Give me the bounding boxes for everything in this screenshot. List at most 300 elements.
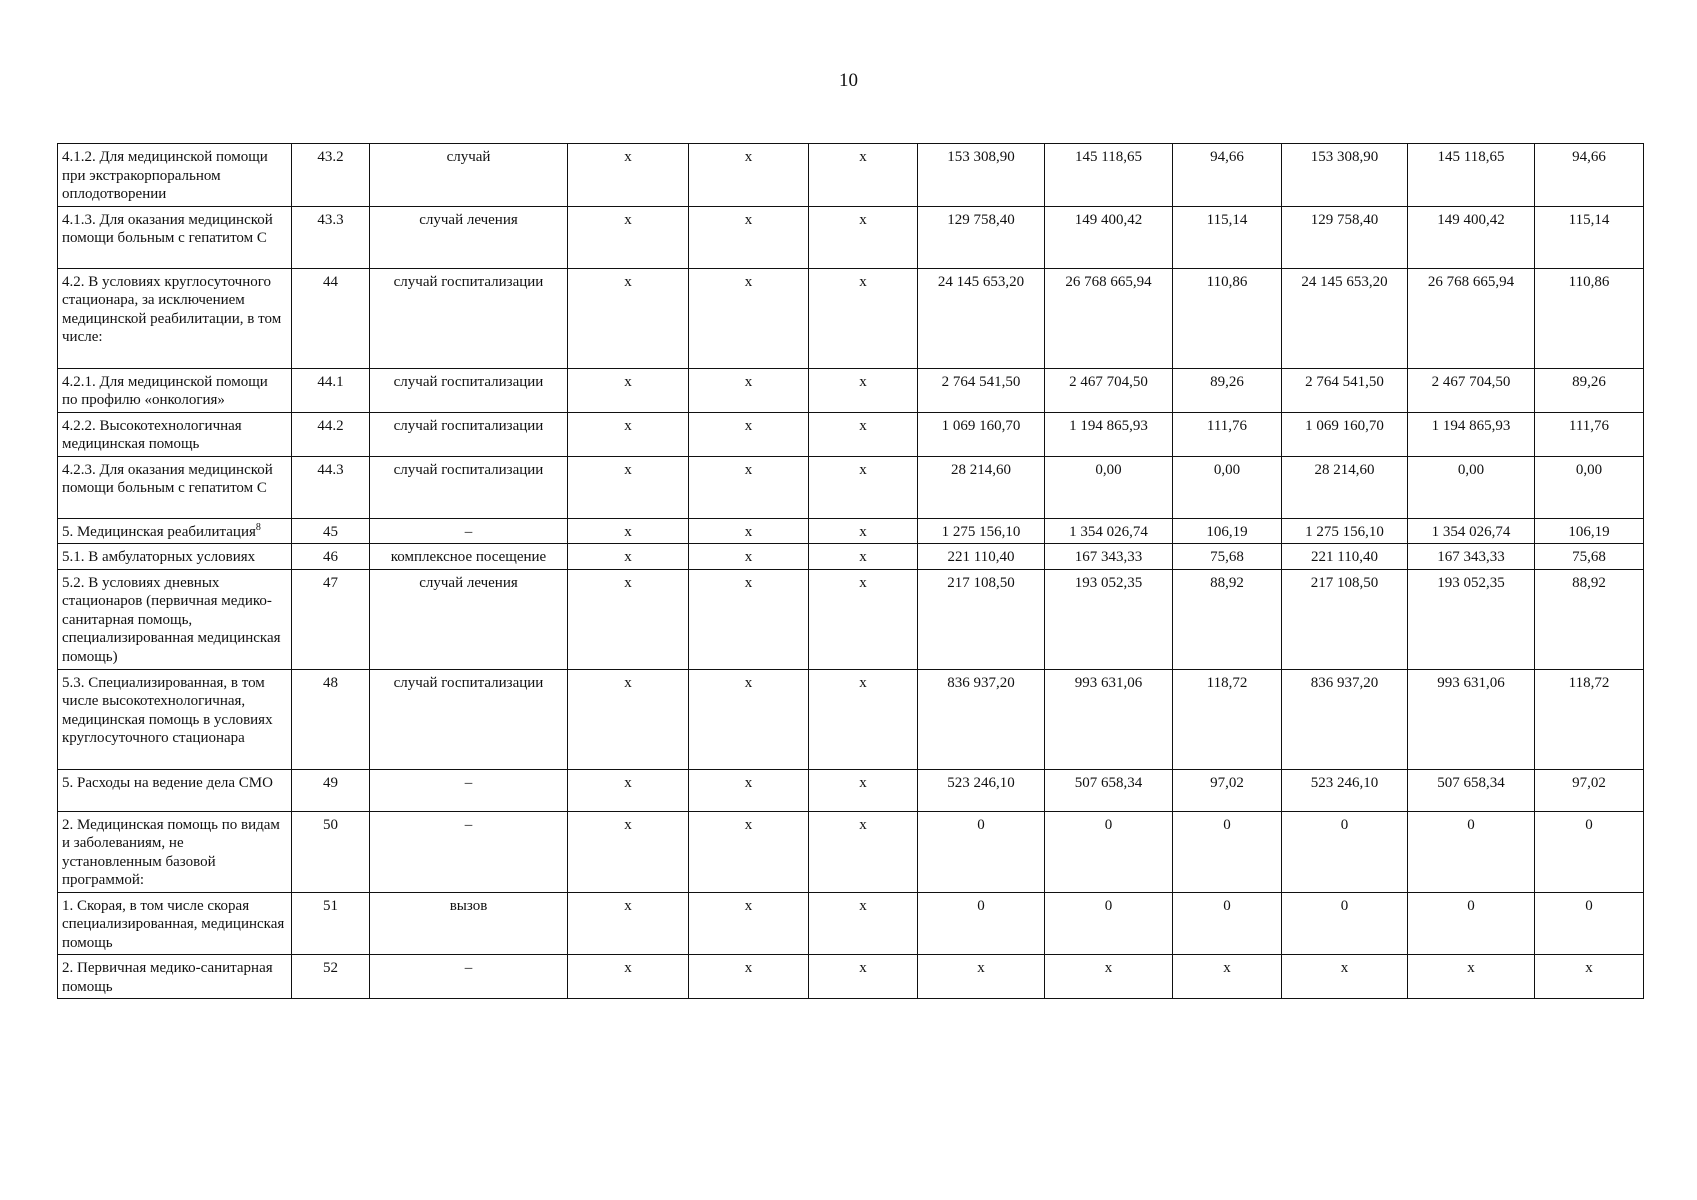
row-name-text: 5.2. В условиях дневных стационаров (первичная медико-санитарная помощь, специализированная медицинская помощь) [62, 574, 281, 665]
cell-value: 0 [1340, 816, 1349, 833]
row-col10-cell [1282, 456, 1408, 518]
row-code-cell [292, 569, 370, 669]
row-col5-cell [689, 569, 809, 669]
cell-value: 28 214,60 [951, 461, 1011, 478]
row-name-cell [58, 456, 292, 518]
cell-value: 0 [977, 816, 985, 833]
cell-value: 111,76 [1206, 417, 1248, 434]
footnote-marker: 8 [255, 521, 261, 533]
cell-value: 45 [323, 523, 338, 540]
row-col11-cell [1408, 811, 1535, 892]
row-col6-cell [809, 569, 918, 669]
cell-value: 44 [323, 273, 338, 290]
cell-value: 2 764 541,50 [941, 373, 1021, 390]
row-name-cell [58, 268, 292, 368]
cell-value: 2 467 704,50 [1069, 373, 1148, 390]
cell-value: х [859, 897, 867, 914]
row-name-cell [58, 412, 292, 456]
row-col10-cell [1282, 144, 1408, 207]
row-col4-cell [568, 769, 689, 811]
cell-value: 507 658,34 [1437, 774, 1505, 791]
cell-value: 149 400,42 [1437, 211, 1505, 228]
cell-value: 193 052,35 [1437, 574, 1505, 591]
row-col7-cell [918, 144, 1045, 207]
cell-value: 110,86 [1568, 273, 1610, 290]
row-col10-cell [1282, 206, 1408, 268]
row-col11-cell [1408, 769, 1535, 811]
row-col9-cell [1173, 569, 1282, 669]
cell-value: х [859, 774, 867, 791]
row-col11-cell [1408, 368, 1535, 412]
cell-value: 836 937,20 [947, 674, 1015, 691]
row-col7-cell [918, 518, 1045, 544]
row-col12-cell [1535, 144, 1644, 207]
cell-value: х [859, 373, 867, 390]
row-col6-cell [809, 544, 918, 570]
cell-value: х [744, 774, 753, 791]
row-col12-cell [1535, 268, 1644, 368]
cell-value: 153 308,90 [1310, 149, 1379, 165]
row-name-cell [58, 811, 292, 892]
row-col11-cell [1408, 518, 1535, 544]
row-unit-cell [370, 456, 568, 518]
cell-value: 129 758,40 [1310, 211, 1379, 228]
row-col6-cell [809, 892, 918, 955]
cell-value: 145 118,65 [1075, 149, 1142, 165]
row-unit-cell [370, 892, 568, 955]
cell-value: х [624, 774, 632, 791]
cell-value: х [624, 674, 632, 691]
row-code-cell [292, 544, 370, 570]
row-col5-cell [689, 456, 809, 518]
row-col8-cell [1045, 811, 1173, 892]
row-name-cell [58, 569, 292, 669]
cell-value: 149 400,42 [1074, 211, 1143, 228]
cell-value: 43.2 [317, 149, 344, 165]
row-unit-cell [370, 268, 568, 368]
row-col12-cell [1535, 811, 1644, 892]
row-col7-cell [918, 955, 1045, 999]
row-col10-cell [1282, 544, 1408, 570]
cell-value: 0 [1223, 816, 1231, 833]
row-col10-cell [1282, 955, 1408, 999]
cell-value: 106,19 [1206, 523, 1248, 540]
cell-value: х [624, 461, 632, 478]
row-code-cell [292, 368, 370, 412]
cell-value: 193 052,35 [1074, 574, 1143, 591]
table-row [58, 769, 1644, 811]
cell-value: х [744, 211, 753, 228]
row-col5-cell [689, 368, 809, 412]
row-unit-cell [370, 518, 568, 544]
cell-value: комплексное посещение [390, 549, 547, 565]
row-col10-cell [1282, 569, 1408, 669]
row-col10-cell [1282, 769, 1408, 811]
row-col5-cell [689, 206, 809, 268]
row-col10-cell [1282, 518, 1408, 544]
cell-value: х [624, 373, 632, 390]
cell-value: 1 069 160,70 [1305, 417, 1384, 434]
cell-value: 1 194 865,93 [1431, 417, 1511, 434]
cell-value: 523 246,10 [1310, 774, 1379, 791]
row-col9-cell [1173, 955, 1282, 999]
cell-value: 115,14 [1206, 211, 1248, 228]
row-col7-cell [918, 456, 1045, 518]
cell-value: 48 [323, 674, 338, 691]
row-col6-cell [809, 268, 918, 368]
row-name-text: 4.2.3. Для оказания медицинской помощи больным с гепатитом С [62, 461, 273, 496]
cell-value: 1 275 156,10 [941, 523, 1021, 540]
row-col5-cell [689, 412, 809, 456]
cell-value: 2 467 704,50 [1431, 373, 1511, 390]
row-col9-cell [1173, 811, 1282, 892]
row-col7-cell [918, 811, 1045, 892]
row-col7-cell [918, 368, 1045, 412]
row-col5-cell [689, 518, 809, 544]
cell-value: х [1340, 960, 1349, 976]
row-col9-cell [1173, 268, 1282, 368]
row-col5-cell [689, 892, 809, 955]
table-row [58, 955, 1644, 999]
cell-value: х [859, 674, 867, 691]
row-col10-cell [1282, 811, 1408, 892]
cell-value: х [977, 960, 985, 976]
cell-value: 97,02 [1572, 774, 1606, 791]
cell-value: 221 110,40 [1311, 549, 1378, 565]
cell-value: 0,00 [1457, 461, 1485, 478]
row-col8-cell [1045, 569, 1173, 669]
row-col7-cell [918, 669, 1045, 769]
row-col8-cell [1045, 144, 1173, 207]
row-name-text: 5. Медицинская реабилитация [62, 523, 256, 540]
row-col6-cell [809, 811, 918, 892]
row-col12-cell [1535, 412, 1644, 456]
row-name-text: 2. Медицинская помощь по видам и заболеваниям, не установленным базовой программой: [62, 816, 280, 888]
row-col4-cell [568, 811, 689, 892]
row-name-cell [58, 892, 292, 955]
row-col12-cell [1535, 892, 1644, 955]
cell-value: случай [446, 149, 491, 165]
cell-value: х [859, 211, 867, 228]
row-name-cell [58, 955, 292, 999]
cell-value: х [624, 816, 632, 833]
row-col11-cell [1408, 144, 1535, 207]
cell-value: х [744, 897, 753, 914]
cell-value: х [624, 549, 632, 565]
row-name-cell [58, 669, 292, 769]
row-col12-cell [1535, 456, 1644, 518]
row-col10-cell [1282, 892, 1408, 955]
cell-value: 217 108,50 [947, 574, 1015, 591]
cell-value: х [744, 816, 753, 833]
cell-value: 507 658,34 [1074, 774, 1143, 791]
row-unit-cell [370, 811, 568, 892]
cell-value: 1 194 865,93 [1069, 417, 1148, 434]
cell-value: 47 [323, 574, 338, 591]
cell-value: х [744, 273, 753, 290]
row-col4-cell [568, 892, 689, 955]
row-col11-cell [1408, 206, 1535, 268]
row-col4-cell [568, 144, 689, 207]
row-unit-cell [370, 368, 568, 412]
cell-value: х [1467, 960, 1475, 976]
table-row [58, 206, 1644, 268]
row-col11-cell [1408, 569, 1535, 669]
row-col5-cell [689, 811, 809, 892]
row-col8-cell [1045, 206, 1173, 268]
table-row [58, 368, 1644, 412]
row-col12-cell [1535, 955, 1644, 999]
row-col8-cell [1045, 544, 1173, 570]
cell-value: 89,26 [1572, 373, 1606, 390]
cell-value: х [1585, 960, 1593, 976]
cell-value: – [464, 816, 473, 833]
row-name-text: 4.2. В условиях круглосуточного стационара, за исключением медицинской реабилитации, в том числе: [62, 273, 282, 345]
cell-value: 0 [1585, 897, 1593, 914]
row-name-cell [58, 206, 292, 268]
row-code-cell [292, 892, 370, 955]
cell-value: 24 145 653,20 [1301, 273, 1388, 290]
cell-value: 0 [1467, 897, 1475, 914]
row-col7-cell [918, 206, 1045, 268]
row-unit-cell [370, 669, 568, 769]
row-col11-cell [1408, 412, 1535, 456]
row-col5-cell [689, 769, 809, 811]
row-col4-cell [568, 206, 689, 268]
row-unit-cell [370, 955, 568, 999]
row-code-cell [292, 268, 370, 368]
row-unit-cell [370, 412, 568, 456]
row-code-cell [292, 955, 370, 999]
cell-value: 0 [1467, 816, 1475, 833]
row-name-cell [58, 518, 292, 544]
cell-value: х [859, 273, 867, 290]
row-col8-cell [1045, 518, 1173, 544]
row-unit-cell [370, 206, 568, 268]
cell-value: 52 [323, 960, 338, 976]
cell-value: случай госпитализации [393, 273, 544, 290]
cell-value: 106,19 [1568, 523, 1610, 540]
cell-value: 94,66 [1210, 149, 1244, 165]
table-row [58, 669, 1644, 769]
cell-value: 26 768 665,94 [1427, 273, 1515, 290]
cell-value: 51 [323, 897, 338, 914]
cell-value: – [464, 774, 473, 791]
row-col6-cell [809, 144, 918, 207]
cell-value: случай госпитализации [393, 461, 544, 478]
cell-value: х [744, 149, 753, 165]
cell-value: 110,86 [1206, 273, 1248, 290]
cell-value: 44.2 [317, 417, 344, 434]
row-code-cell [292, 769, 370, 811]
row-name-text: 1. Скорая, в том числе скорая специализированная, медицинская помощь [62, 897, 285, 951]
page-number: 10 [839, 70, 858, 91]
row-col11-cell [1408, 669, 1535, 769]
cell-value: х [1104, 960, 1113, 976]
row-col11-cell [1408, 268, 1535, 368]
row-col9-cell [1173, 368, 1282, 412]
cell-value: х [744, 373, 753, 390]
row-col7-cell [918, 569, 1045, 669]
cell-value: 217 108,50 [1310, 574, 1379, 591]
row-col4-cell [568, 955, 689, 999]
row-col5-cell [689, 144, 809, 207]
row-unit-cell [370, 569, 568, 669]
cell-value: – [464, 523, 473, 540]
row-col9-cell [1173, 206, 1282, 268]
cell-value: 26 768 665,94 [1065, 273, 1152, 290]
row-col4-cell [568, 669, 689, 769]
row-col9-cell [1173, 518, 1282, 544]
cell-value: 43.3 [317, 211, 344, 228]
cell-value: 89,26 [1210, 373, 1244, 390]
table-row [58, 892, 1644, 955]
cell-value: х [624, 149, 632, 165]
table-row [58, 456, 1644, 518]
row-col12-cell [1535, 544, 1644, 570]
cell-value: 75,68 [1210, 549, 1244, 565]
row-col11-cell [1408, 892, 1535, 955]
cell-value: х [859, 461, 867, 478]
row-unit-cell [370, 144, 568, 207]
row-col12-cell [1535, 769, 1644, 811]
row-col10-cell [1282, 368, 1408, 412]
cell-value: 1 354 026,74 [1431, 523, 1511, 540]
row-unit-cell [370, 769, 568, 811]
cell-value: 49 [323, 774, 338, 791]
row-col6-cell [809, 412, 918, 456]
cell-value: 28 214,60 [1314, 461, 1375, 478]
row-col10-cell [1282, 268, 1408, 368]
cell-value: 0 [1104, 897, 1113, 914]
row-col9-cell [1173, 669, 1282, 769]
row-col12-cell [1535, 206, 1644, 268]
cell-value: 24 145 653,20 [937, 273, 1025, 290]
cell-value: 0,00 [1213, 461, 1241, 478]
cell-value: 94,66 [1572, 149, 1606, 165]
cell-value: 0 [977, 897, 985, 914]
cell-value: 88,92 [1572, 574, 1606, 591]
cell-value: 0,00 [1575, 461, 1603, 478]
cell-value: х [744, 461, 753, 478]
row-col9-cell [1173, 456, 1282, 518]
cell-value: 0 [1585, 816, 1593, 833]
row-col6-cell [809, 368, 918, 412]
row-col8-cell [1045, 368, 1173, 412]
cell-value: х [624, 523, 632, 540]
cell-value: 115,14 [1568, 211, 1610, 228]
row-col6-cell [809, 769, 918, 811]
table-row [58, 518, 1644, 544]
cell-value: х [624, 574, 632, 591]
cell-value: х [744, 549, 753, 565]
cell-value: х [744, 960, 753, 976]
cell-value: 46 [323, 549, 338, 565]
cell-value: 836 937,20 [1310, 674, 1379, 691]
cell-value: х [859, 574, 867, 591]
row-code-cell [292, 412, 370, 456]
cell-value: 167 343,33 [1437, 549, 1505, 565]
row-col12-cell [1535, 518, 1644, 544]
cell-value: х [859, 816, 867, 833]
row-name-text: 5.3. Специализированная, в том числе высокотехнологичная, медицинская помощь в условиях круглосуточного стационара [62, 674, 273, 746]
cell-value: случай госпитализации [393, 373, 544, 390]
row-col9-cell [1173, 144, 1282, 207]
row-col8-cell [1045, 769, 1173, 811]
cell-value: х [624, 417, 632, 434]
row-col5-cell [689, 544, 809, 570]
row-code-cell [292, 811, 370, 892]
cell-value: 50 [323, 816, 338, 833]
cell-value: х [744, 574, 753, 591]
row-col6-cell [809, 456, 918, 518]
row-col4-cell [568, 412, 689, 456]
cell-value: х [744, 417, 753, 434]
row-name-text: 4.2.1. Для медицинской помощи по профилю «онкология» [62, 373, 268, 408]
row-col11-cell [1408, 955, 1535, 999]
row-col12-cell [1535, 569, 1644, 669]
row-col5-cell [689, 268, 809, 368]
cell-value: 0 [1223, 897, 1231, 914]
row-col4-cell [568, 456, 689, 518]
cell-value: х [859, 149, 867, 165]
row-col4-cell [568, 518, 689, 544]
cell-value: 118,72 [1568, 674, 1610, 691]
row-col8-cell [1045, 412, 1173, 456]
row-code-cell [292, 456, 370, 518]
cell-value: – [464, 960, 473, 976]
table-row [58, 811, 1644, 892]
row-name-cell [58, 769, 292, 811]
table-row [58, 144, 1644, 207]
cell-value: вызов [449, 897, 488, 914]
row-col8-cell [1045, 268, 1173, 368]
row-name-text: 5. Расходы на ведение дела СМО [62, 774, 273, 791]
cell-value: 75,68 [1572, 549, 1606, 565]
row-col9-cell [1173, 892, 1282, 955]
row-col12-cell [1535, 368, 1644, 412]
row-code-cell [292, 669, 370, 769]
row-name-text: 4.2.2. Высокотехнологичная медицинская помощь [62, 417, 242, 452]
row-col9-cell [1173, 412, 1282, 456]
cell-value: х [624, 960, 632, 976]
cell-value: х [744, 674, 753, 691]
row-col4-cell [568, 268, 689, 368]
cell-value: 0 [1104, 816, 1113, 833]
cell-value: х [624, 211, 632, 228]
row-col5-cell [689, 955, 809, 999]
cell-value: 1 354 026,74 [1069, 523, 1148, 540]
cell-value: 993 631,06 [1437, 674, 1505, 691]
cell-value: х [1223, 960, 1231, 976]
cell-value: 993 631,06 [1074, 674, 1143, 691]
cell-value: 0,00 [1095, 461, 1122, 478]
cell-value: 88,92 [1210, 574, 1244, 591]
cell-value: х [859, 549, 867, 565]
cell-value: 1 069 160,70 [941, 417, 1021, 434]
cell-value: х [859, 960, 867, 976]
cell-value: 153 308,90 [947, 149, 1015, 165]
cell-value: 44.1 [317, 373, 344, 390]
row-col7-cell [918, 769, 1045, 811]
row-name-cell [58, 368, 292, 412]
row-col6-cell [809, 955, 918, 999]
cell-value: случай госпитализации [393, 674, 544, 691]
row-col7-cell [918, 412, 1045, 456]
row-col4-cell [568, 569, 689, 669]
cell-value: 44.3 [317, 461, 344, 478]
table-row [58, 569, 1644, 669]
